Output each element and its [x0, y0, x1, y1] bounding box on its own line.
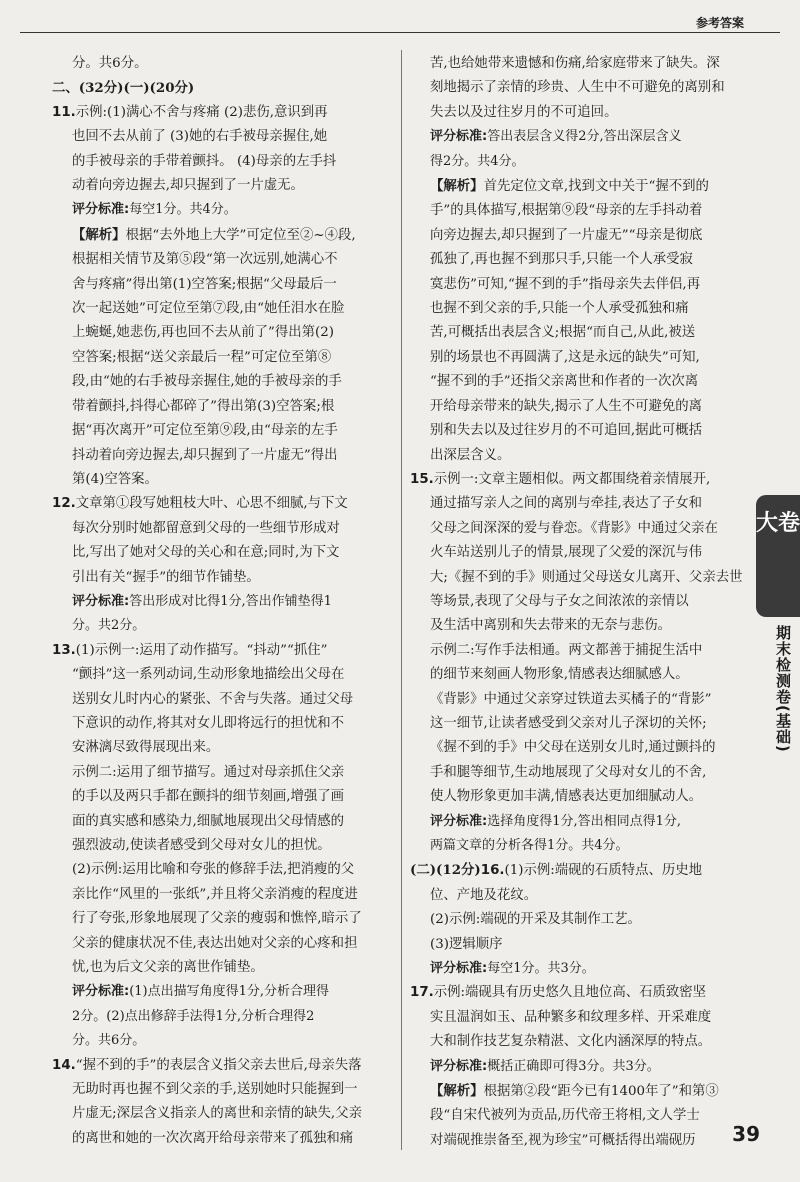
- text-line: (2)示例:端砚的开采及其制作工艺。: [430, 912, 641, 928]
- scoring-label: 评分标准:: [430, 961, 488, 977]
- header-label: 参考答案: [695, 16, 744, 30]
- question-14: [52, 1054, 392, 1078]
- text-line: 根据第②段“距今已有1400年了”和第③: [483, 1084, 719, 1100]
- side-tab-big-label: 大卷: [756, 495, 800, 617]
- section-heading: (二)(12分): [410, 862, 481, 879]
- text-line: 段“自宋代被列为贡品,历代帝王将相,文人学士: [430, 1108, 700, 1124]
- question-12: [52, 492, 392, 516]
- question-number: 15.: [410, 471, 434, 487]
- text-line: 送别女儿时内心的紧张、不舍与失落。通过父母: [72, 691, 354, 707]
- text-line: 上蜿蜒,她悲伤,再也回不去从前了”得出第(2): [72, 325, 334, 341]
- text-line: 苦,可概括出表层含义;根据“而自己,从此,被送: [430, 325, 696, 341]
- text-line: 开给母亲带来的缺失,揭示了人生不可避免的离: [430, 398, 703, 414]
- text-line: 根据相关情节及第⑤段“第一次远别,她满心不: [72, 252, 338, 268]
- text-line: “颤抖”这一系列动词,生动形象地描绘出父母在: [72, 667, 345, 683]
- scoring-label: 评分标准:: [72, 984, 130, 1000]
- text-line: 的手被母亲的手带着颤抖。 (4)母亲的左手抖: [72, 153, 337, 169]
- scoring-standard: [410, 957, 746, 981]
- scoring-label: 评分标准:: [430, 129, 488, 145]
- text-line: 也回不去从前了 (3)她的右手被母亲握住,她: [72, 129, 328, 145]
- question-number: 16.: [480, 863, 505, 879]
- side-tab-vertical-label: 期末检测卷(基础): [774, 625, 792, 753]
- text-line: 得2分。共4分。: [430, 153, 525, 169]
- text-line: 两篇文章的分析各得1分。共4分。: [430, 838, 629, 853]
- page-header: [20, 10, 780, 34]
- scoring-text: 答出形成对比得1分,答出作铺垫得1: [129, 593, 332, 609]
- text-line: 分。共6分。: [72, 56, 148, 71]
- text-line: 根据“去外地上大学”可定位至②~④段,: [125, 227, 356, 243]
- text-line: 的离世和她的一次次离开给母亲带来了孤独和痛: [72, 1130, 354, 1146]
- text-line: 父母之间深深的爱与眷恋。《背影》中通过父亲在: [430, 520, 718, 536]
- text-line: (2)示例:运用比喻和夸张的修辞手法,把消瘦的父: [72, 862, 355, 878]
- text-line: 面的真实感和感染力,细腻地展现出父母情感的: [72, 813, 345, 829]
- text-line: “握不到的手”还指父亲离世和作者的一次次离: [430, 374, 699, 390]
- text-line: 2分。(2)点出修辞手法得1分,分析合理得2: [72, 1008, 315, 1024]
- analysis-label: 【解析】: [430, 178, 484, 195]
- text-line: 强烈波动,使读者感受到父母对女儿的担忧。: [72, 838, 331, 853]
- scoring-text: 每空1分。共3分。: [487, 961, 595, 977]
- question-number: 17.: [410, 985, 434, 1001]
- page-number: 39: [732, 1122, 760, 1146]
- text-line: 抖动着向旁边握去,却只握到了一片虚无”得出: [72, 447, 338, 463]
- text-line: 火车站送别儿子的情景,展现了父爱的深沉与伟: [430, 545, 703, 561]
- text-line: 实且温润如玉、品种繁多和纹理多样、开采难度: [430, 1009, 712, 1025]
- text-line: 空答案;根据“送父亲最后一程”可定位至第⑧: [72, 349, 332, 365]
- question-number: 11.: [52, 104, 76, 120]
- analysis-label: 【解析】: [72, 226, 126, 243]
- header-rule: [20, 32, 780, 33]
- scoring-standard: [410, 810, 746, 834]
- text-line: 刻地揭示了亲情的珍贵、人生中不可避免的离别和: [430, 80, 725, 96]
- text-line: 引出有关“握手”的细节作铺垫。: [72, 569, 260, 585]
- text-line: 首先定位文章,找到文中关于“握不到的: [483, 179, 709, 195]
- analysis-label: 【解析】: [430, 1083, 484, 1100]
- text-line: 每次分别时她都留意到父母的一些细节形成对: [72, 520, 340, 536]
- scoring-label: 评分标准:: [430, 1058, 488, 1074]
- text-line: 别和失去以及过往岁月的不可追回,据此可概括: [430, 423, 703, 439]
- scoring-standard: [52, 980, 392, 1004]
- scoring-label: 评分标准:: [72, 202, 130, 218]
- text-line: 父亲的健康状况不佳,表达出她对父亲的心疼和担: [72, 935, 358, 951]
- text-line: 片虚无;深层含义指亲人的离世和亲情的缺失,父亲: [72, 1106, 362, 1122]
- text-line: 的细节来刻画人物形象,情感表达细腻感人。: [430, 667, 689, 683]
- text-line: 无助时再也握不到父亲的手,送别她时只能握到一: [72, 1082, 358, 1098]
- analysis: [52, 223, 392, 248]
- text-line: 出深层含义。: [430, 447, 511, 463]
- text-line: 别的场景也不再圆满了,这是永远的缺失”可知,: [430, 349, 700, 365]
- text-line: 第(4)空答案。: [72, 471, 158, 487]
- question-number: 13.: [52, 642, 76, 658]
- scoring-text: 每空1分。共4分。: [129, 202, 237, 218]
- text-line: 段,由“她的右手被母亲握住,她的手被母亲的手: [72, 374, 342, 390]
- scoring-label: 评分标准:: [72, 593, 130, 609]
- left-column: [52, 52, 392, 1151]
- scoring-standard: [410, 125, 746, 149]
- text-line: 失去以及过往岁月的不可追回。: [430, 104, 618, 120]
- text-line: 分。共6分。: [72, 1033, 146, 1049]
- scoring-text: (1)点出描写角度得1分,分析合理得: [129, 984, 330, 1000]
- analysis: [410, 1079, 746, 1104]
- text-line: 对端砚推崇备至,视为珍宝”可概括得出端砚历: [430, 1132, 696, 1148]
- text-line: 比,写出了她对父母的关心和在意;同时,为下文: [72, 545, 340, 561]
- text-line: 手”的具体描写,根据第⑨段“母亲的左手抖动着: [430, 203, 703, 219]
- question-15: [410, 468, 746, 492]
- question-number: 14.: [52, 1057, 76, 1073]
- text-line: 位、产地及花纹。: [430, 887, 538, 903]
- text-line: 《背影》中通过父亲穿过铁道去买橘子的“背影”: [430, 691, 712, 707]
- text-line: 大和制作技艺复杂精湛、文化内涵深厚的特点。: [430, 1034, 712, 1050]
- text-line: 等场景,表现了父母与子女之间浓浓的亲情以: [430, 593, 689, 609]
- text-line: 带着颤抖,抖得心都碎了”得出第(3)空答案;根: [72, 398, 335, 414]
- text-line: 安淋漓尽致得展现出来。: [72, 740, 220, 756]
- text-line: 据“再次离开”可定位至第⑨段,由“母亲的左手: [72, 423, 338, 439]
- scoring-standard: [410, 1055, 746, 1079]
- scoring-text: 答出表层含义得2分,答出深层含义: [487, 129, 682, 145]
- text-line: 示例:端砚具有历史悠久且地位高、石质致密坚: [433, 985, 707, 1001]
- text-line: 舍与疼痛”得出第(1)空答案;根据“父母最后一: [72, 276, 337, 292]
- text-line: “握不到的手”的表层含义指父亲去世后,母亲失落: [75, 1057, 362, 1073]
- text-line: 分。共2分。: [72, 618, 146, 634]
- text-line: 亲比作“风里的一张纸”,并且将父亲消瘦的程度进: [72, 886, 358, 902]
- text-line: (1)示例:端砚的石质特点、历史地: [504, 863, 703, 879]
- text-line: 通过描写亲人之间的离别与牵挂,表达了子女和: [430, 496, 703, 512]
- question-number: 12.: [52, 496, 76, 512]
- text-line: 示例二:写作手法相通。两文都善于捕捉生活中: [430, 642, 703, 658]
- column-divider: [401, 50, 402, 1150]
- question-13: [52, 639, 392, 663]
- text-line: 动着向旁边握去,却只握到了一片虚无。: [72, 178, 304, 194]
- text-line: 也握不到父亲的手,只能一个人承受孤独和痛: [430, 301, 689, 317]
- text-line: 文章第①段写她粗枝大叶、心思不细腻,与下文: [75, 496, 348, 512]
- scoring-standard: [52, 198, 392, 222]
- text-line: 苦,也给她带来遗憾和伤痛,给家庭带来了缺失。深: [430, 56, 720, 71]
- analysis: [410, 174, 746, 199]
- scoring-text: 选择角度得1分,答出相同点得1分,: [487, 813, 682, 829]
- text-line: 这一细节,让读者感受到父亲对儿子深切的关怀;: [430, 715, 707, 731]
- text-line: 使人物形象更加丰满,情感表达更加细腻动人。: [430, 789, 703, 805]
- text-line: (3)逻辑顺序: [430, 936, 503, 952]
- text-line: 示例二:运用了细节描写。通过对母亲抓住父亲: [72, 764, 345, 780]
- question-11: [52, 101, 392, 125]
- text-line: 大;《握不到的手》则通过父母送女儿离开、父亲去世: [430, 569, 743, 585]
- text-line: 向旁边握去,却只握到了一片虚无”“母亲是彻底: [430, 227, 703, 243]
- text-line: 的手以及两只手都在颤抖的细节刻画,增强了画: [72, 789, 345, 805]
- text-line: 次一起送她”可定位至第⑦段,由“她任泪水在脸: [72, 301, 345, 317]
- text-line: 孤独了,再也握不到那只手,只能一个人承受寂: [430, 252, 693, 268]
- text-line: (1)示例一:运用了动作描写。“抖动”“抓住”: [75, 642, 328, 658]
- question-17: [410, 981, 746, 1005]
- section-heading: 二、(32分)(一)(20分): [52, 80, 195, 97]
- scoring-standard: [52, 590, 392, 614]
- text-line: 示例:(1)满心不舍与疼痛 (2)悲伤,意识到再: [75, 104, 328, 120]
- question-16: [410, 858, 746, 883]
- text-line: 行了夸张,形象地展现了父亲的瘦弱和憔悴,暗示了: [72, 911, 362, 927]
- text-line: 及生活中离别和失去带来的无奈与悲伤。: [430, 618, 672, 634]
- text-line: 寞悲伤”可知,“握不到的手”指母亲失去伴侣,再: [430, 276, 701, 292]
- side-tab: [752, 495, 800, 775]
- text-line: 《握不到的手》中父母在送别女儿时,通过颤抖的: [430, 740, 716, 756]
- text-line: 忧,也为后文父亲的离世作铺垫。: [72, 960, 264, 976]
- text-line: 手和腿等细节,生动地展现了父母对女儿的不舍,: [430, 764, 707, 780]
- scoring-label: 评分标准:: [430, 813, 488, 829]
- text-line: 下意识的动作,将其对女儿即将远行的担忧和不: [72, 715, 345, 731]
- text-line: 示例一:文章主题相似。两文都围绕着亲情展开,: [433, 471, 711, 487]
- right-column: [410, 52, 746, 1153]
- scoring-text: 概括正确即可得3分。共3分。: [487, 1058, 660, 1074]
